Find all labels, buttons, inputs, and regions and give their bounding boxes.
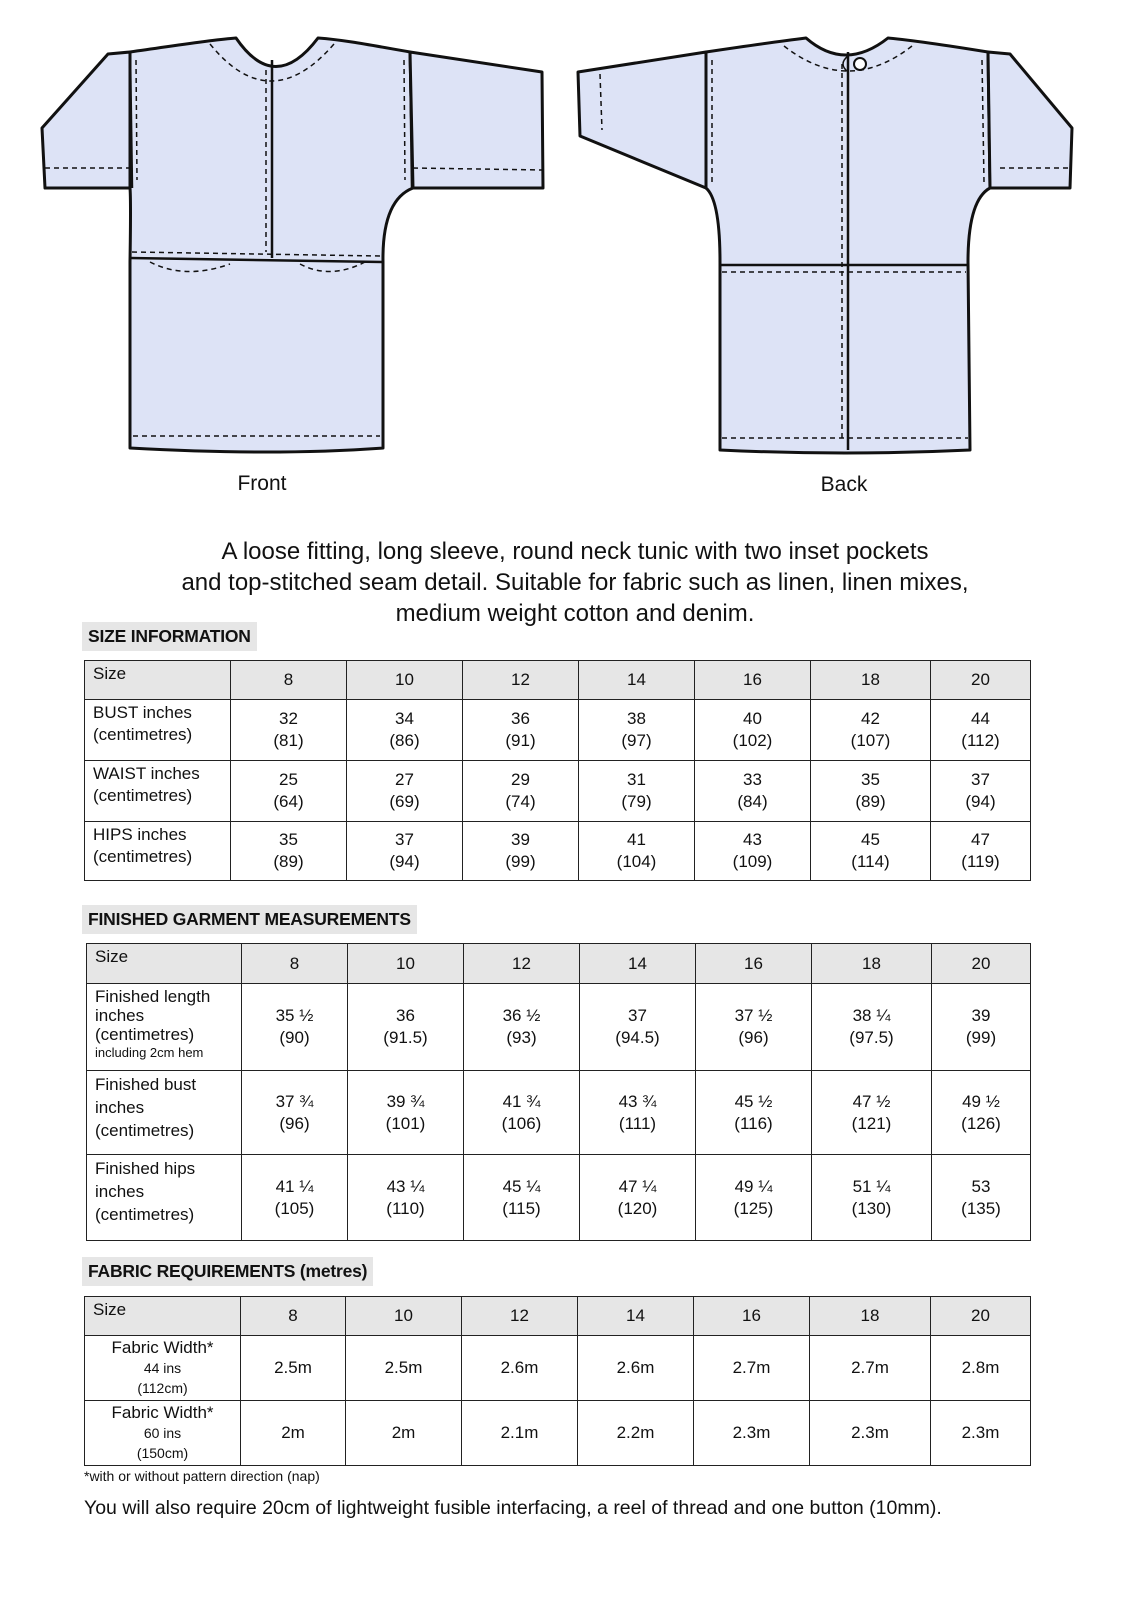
value-cell: 43 (109) <box>695 822 811 881</box>
size-cell: 18 <box>810 1297 931 1336</box>
value-cell: 2.2m <box>578 1401 694 1466</box>
value-cell: 40 (102) <box>695 700 811 761</box>
hips-row <box>85 822 1031 881</box>
fabric-table <box>84 1296 1031 1466</box>
size-header-cell: Size <box>87 944 242 984</box>
size-cell: 14 <box>579 661 695 700</box>
size-info-table <box>84 660 1031 881</box>
size-cell: 8 <box>231 661 347 700</box>
value-cell: 35 (89) <box>811 761 931 822</box>
front-label: Front <box>237 472 287 495</box>
row-label: Fabric Width* 44 ins (112cm) <box>85 1336 241 1401</box>
value-cell: 2.6m <box>462 1336 578 1401</box>
row-label: Finished bust inches (centimetres) <box>87 1071 242 1155</box>
value-cell: 34 (86) <box>347 700 463 761</box>
extra-requirements: You will also require 20cm of lightweight fusible interfacing, a reel of thread and one button (10mm). <box>84 1497 942 1519</box>
value-cell: 2.3m <box>810 1401 931 1466</box>
value-cell: 27 (69) <box>347 761 463 822</box>
bust-row <box>85 700 1031 761</box>
size-cell: 20 <box>931 1297 1031 1336</box>
size-cell: 16 <box>694 1297 810 1336</box>
fabric-footnote: *with or without pattern direction (nap) <box>84 1468 320 1484</box>
value-cell: 51 ¼ (130) <box>812 1155 932 1241</box>
value-cell: 39 ¾ (101) <box>348 1071 464 1155</box>
value-cell: 43 ¼ (110) <box>348 1155 464 1241</box>
size-header-cell: Size <box>85 661 231 700</box>
value-cell: 37 (94) <box>347 822 463 881</box>
value-cell: 37 ½ (96) <box>696 984 812 1071</box>
size-info-header-row <box>85 661 1031 700</box>
value-cell: 41 ¾ (106) <box>464 1071 580 1155</box>
size-cell: 14 <box>578 1297 694 1336</box>
back-label: Back <box>820 473 868 496</box>
size-cell: 20 <box>932 944 1031 984</box>
value-cell: 53 (135) <box>932 1155 1031 1241</box>
size-cell: 10 <box>346 1297 462 1336</box>
size-cell: 18 <box>812 944 932 984</box>
value-cell: 2m <box>241 1401 346 1466</box>
value-cell: 35 ½ (90) <box>242 984 348 1071</box>
value-cell: 37 (94.5) <box>580 984 696 1071</box>
value-cell: 2.5m <box>241 1336 346 1401</box>
row-label: Finished hips inches (centimetres) <box>87 1155 242 1241</box>
value-cell: 2.3m <box>694 1401 810 1466</box>
value-cell: 47 ¼ (120) <box>580 1155 696 1241</box>
value-cell: 2m <box>346 1401 462 1466</box>
row-label: Fabric Width* 60 ins (150cm) <box>85 1401 241 1466</box>
value-cell: 45 ¼ (115) <box>464 1155 580 1241</box>
finished-header-row <box>87 944 1031 984</box>
value-cell: 41 ¼ (105) <box>242 1155 348 1241</box>
value-cell: 41 (104) <box>579 822 695 881</box>
finished-hips-row <box>87 1155 1031 1241</box>
value-cell: 38 (97) <box>579 700 695 761</box>
value-cell: 39 (99) <box>932 984 1031 1071</box>
finished-length-row <box>87 984 1031 1071</box>
value-cell: 49 ½ (126) <box>932 1071 1031 1155</box>
size-cell: 12 <box>462 1297 578 1336</box>
value-cell: 36 (91.5) <box>348 984 464 1071</box>
value-cell: 49 ¼ (125) <box>696 1155 812 1241</box>
value-cell: 25 (64) <box>231 761 347 822</box>
value-cell: 37 ¾ (96) <box>242 1071 348 1155</box>
fabric-width-44-row <box>85 1336 1031 1401</box>
size-info-title: SIZE INFORMATION <box>82 622 257 651</box>
fabric-header-row <box>85 1297 1031 1336</box>
value-cell: 36 (91) <box>463 700 579 761</box>
size-cell: 12 <box>464 944 580 984</box>
value-cell: 2.5m <box>346 1336 462 1401</box>
value-cell: 2.6m <box>578 1336 694 1401</box>
value-cell: 32 (81) <box>231 700 347 761</box>
front-illustration <box>38 0 548 462</box>
value-cell: 45 ½ (116) <box>696 1071 812 1155</box>
row-label: Finished length inches (centimetres) including 2cm hem <box>87 984 242 1071</box>
row-label: HIPS inches (centimetres) <box>85 822 231 881</box>
size-cell: 14 <box>580 944 696 984</box>
value-cell: 37 (94) <box>931 761 1031 822</box>
size-cell: 8 <box>241 1297 346 1336</box>
value-cell: 33 (84) <box>695 761 811 822</box>
value-cell: 45 (114) <box>811 822 931 881</box>
finished-bust-row <box>87 1071 1031 1155</box>
description <box>80 536 1070 629</box>
value-cell: 44 (112) <box>931 700 1031 761</box>
size-cell: 18 <box>811 661 931 700</box>
size-cell: 12 <box>463 661 579 700</box>
value-cell: 47 ½ (121) <box>812 1071 932 1155</box>
size-cell: 10 <box>348 944 464 984</box>
waist-row <box>85 761 1031 822</box>
finished-title: FINISHED GARMENT MEASUREMENTS <box>82 905 417 934</box>
size-cell: 16 <box>696 944 812 984</box>
row-label: WAIST inches (centimetres) <box>85 761 231 822</box>
value-cell: 42 (107) <box>811 700 931 761</box>
value-cell: 2.3m <box>931 1401 1031 1466</box>
value-cell: 36 ½ (93) <box>464 984 580 1071</box>
value-cell: 2.7m <box>810 1336 931 1401</box>
size-header-cell: Size <box>85 1297 241 1336</box>
value-cell: 43 ¾ (111) <box>580 1071 696 1155</box>
finished-table <box>86 943 1031 1241</box>
back-illustration <box>572 0 1078 462</box>
value-cell: 2.8m <box>931 1336 1031 1401</box>
fabric-title: FABRIC REQUIREMENTS (metres) <box>82 1257 373 1286</box>
size-cell: 20 <box>931 661 1031 700</box>
value-cell: 2.7m <box>694 1336 810 1401</box>
value-cell: 2.1m <box>462 1401 578 1466</box>
fabric-width-60-row <box>85 1401 1031 1466</box>
size-cell: 16 <box>695 661 811 700</box>
value-cell: 35 (89) <box>231 822 347 881</box>
description-line-1: A loose fitting, long sleeve, round neck tunic with two inset pockets <box>221 538 929 565</box>
value-cell: 38 ¼ (97.5) <box>812 984 932 1071</box>
value-cell: 39 (99) <box>463 822 579 881</box>
size-cell: 8 <box>242 944 348 984</box>
row-label: BUST inches (centimetres) <box>85 700 231 761</box>
value-cell: 29 (74) <box>463 761 579 822</box>
value-cell: 31 (79) <box>579 761 695 822</box>
description-line-2: and top-stitched seam detail. Suitable for fabric such as linen, linen mixes, <box>181 569 969 596</box>
value-cell: 47 (119) <box>931 822 1031 881</box>
size-cell: 10 <box>347 661 463 700</box>
description-line-3: medium weight cotton and denim. <box>395 600 755 627</box>
